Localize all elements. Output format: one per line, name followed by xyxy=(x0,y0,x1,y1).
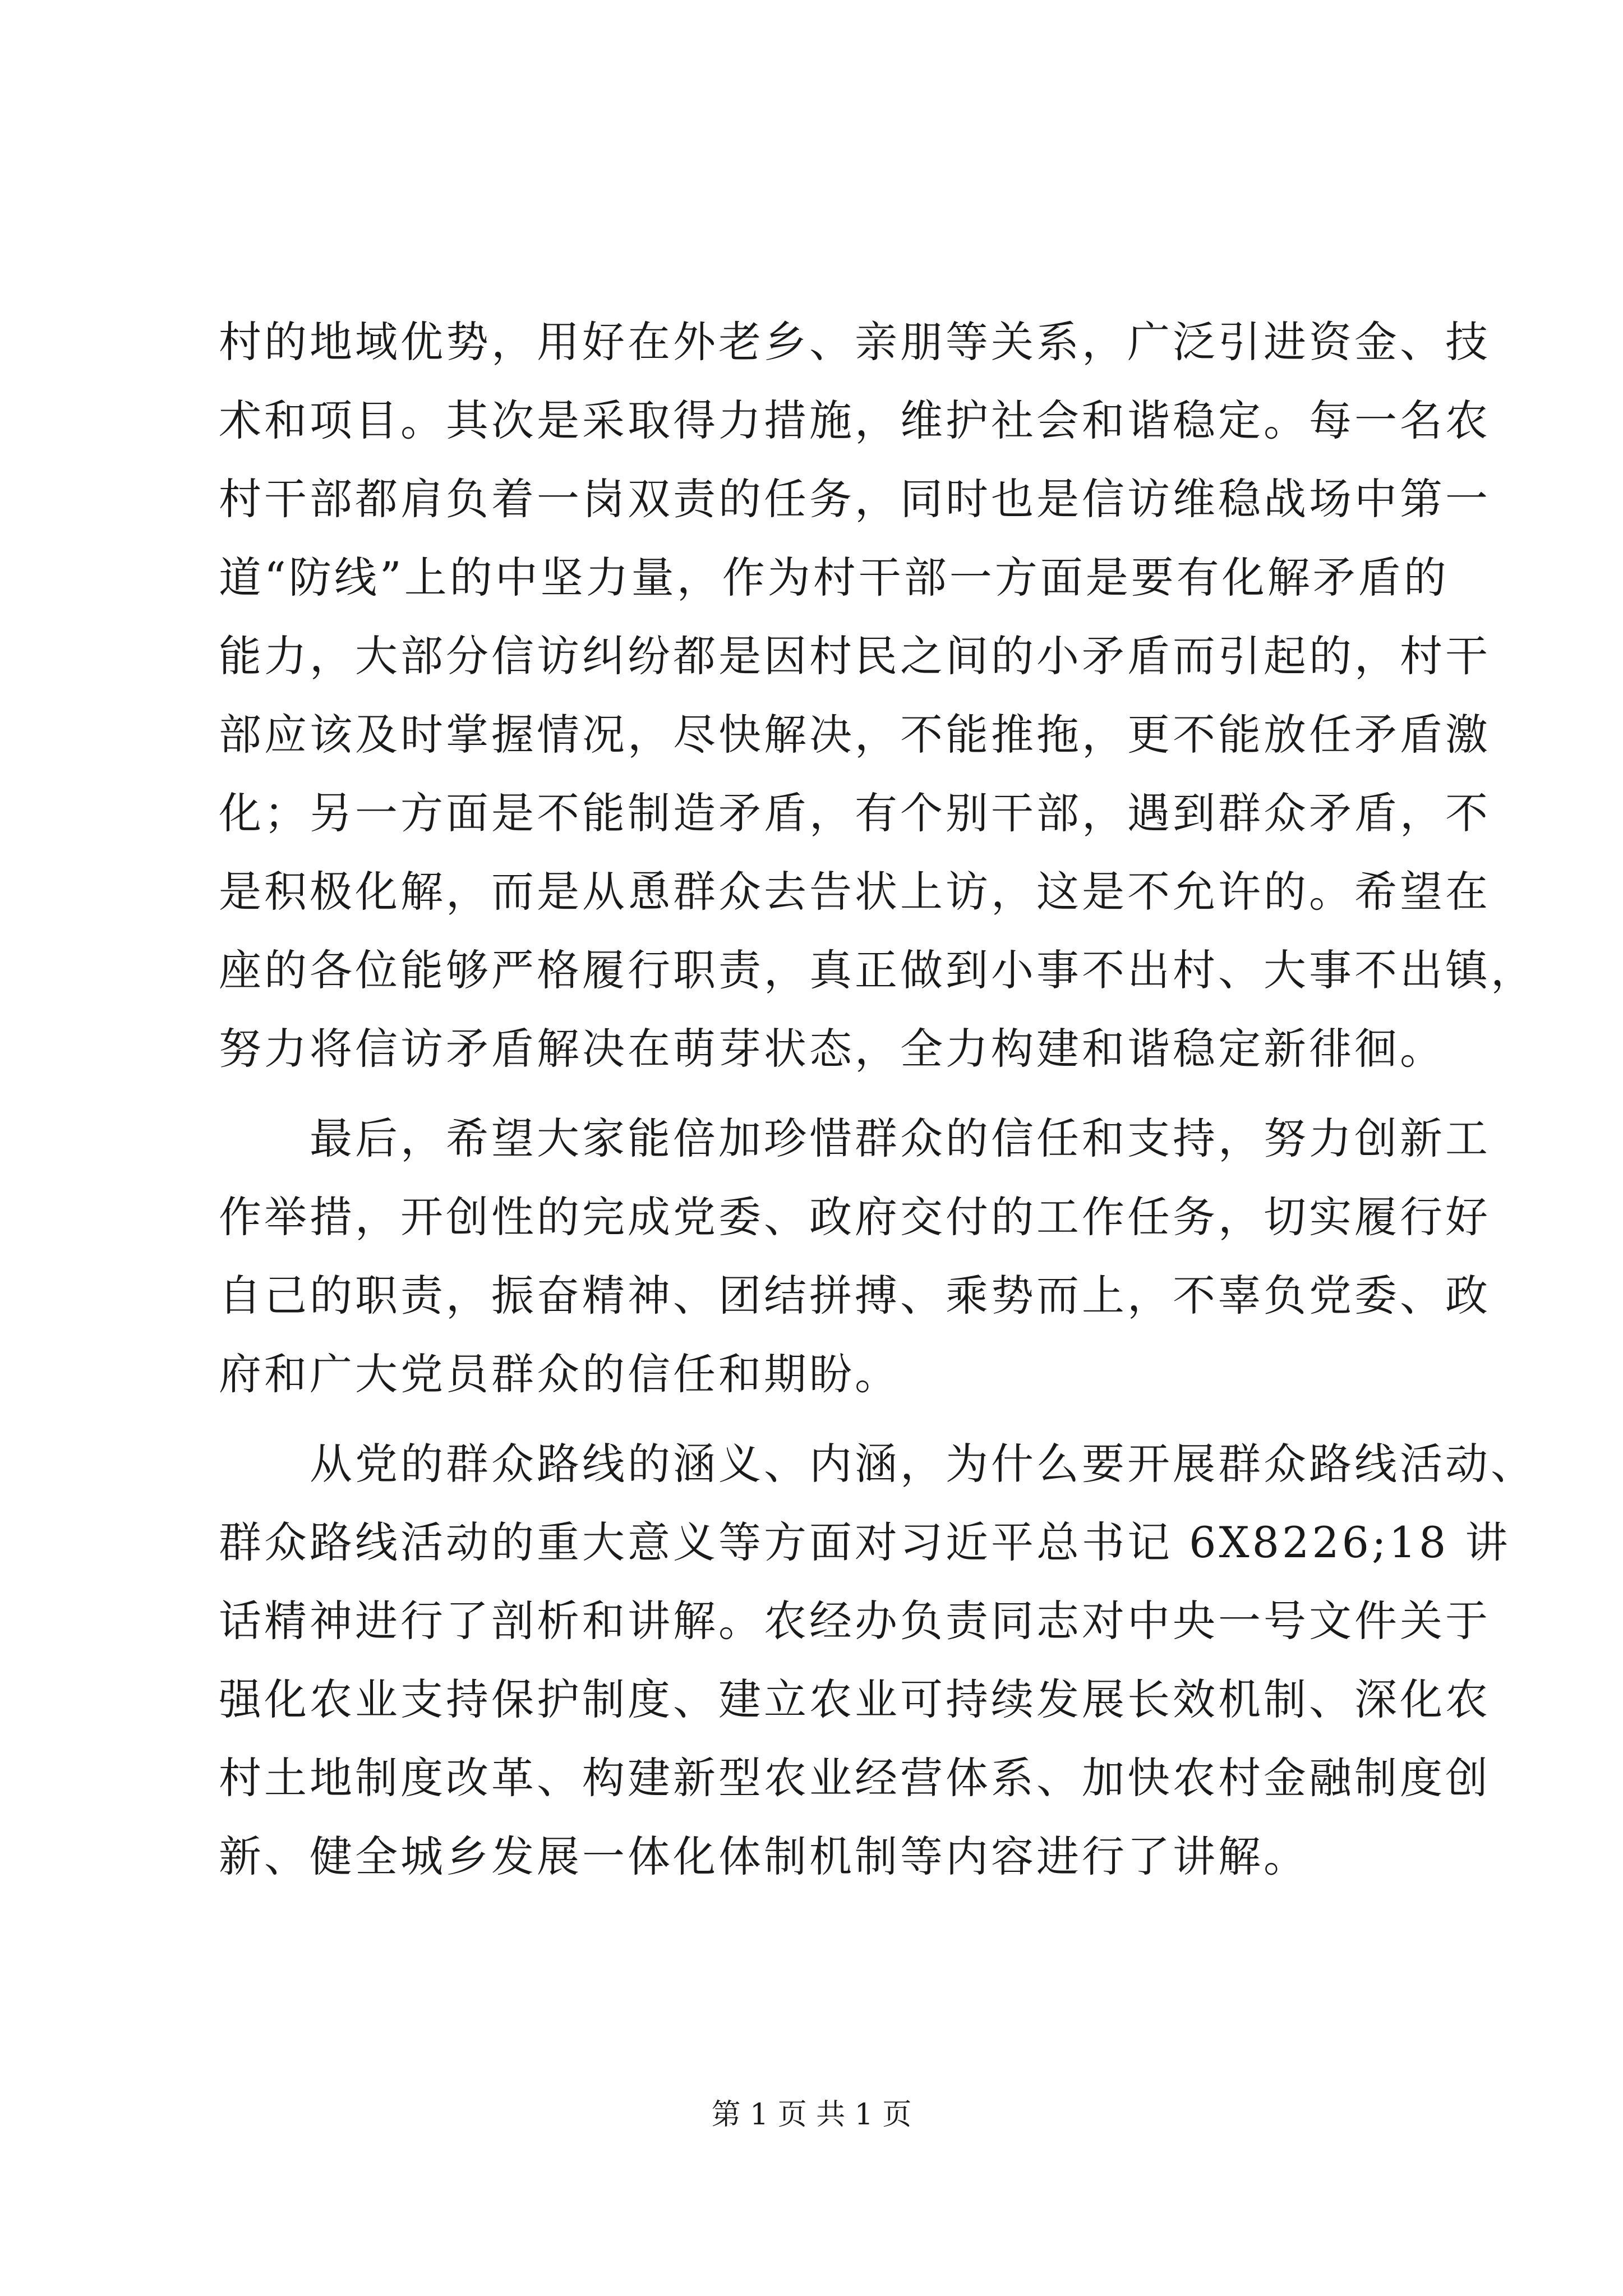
paragraph-1-line-3: 村干部都肩负着一岗双责的任务，同时也是信访维稳战场中第一 xyxy=(219,474,1491,524)
paragraph-2-line-1: 最后，希望大家能倍加珍惜群众的信任和支持，努力创新工 xyxy=(219,1114,1491,1163)
paragraph-3-line-2: 群众路线活动的重大意义等方面对习近平总书记 6X8226;18 讲 xyxy=(219,1517,1511,1567)
paragraph-2-line-2: 作举措，开创性的完成党委、政府交付的工作任务，切实履行好 xyxy=(219,1192,1491,1242)
paragraph-1-line-8: 是积极化解，而是从恿群众去告状上访，这是不允许的。希望在 xyxy=(219,867,1491,917)
paragraph-3-line-5: 村土地制度改革、构建新型农业经营体系、加快农村金融制度创 xyxy=(219,1753,1491,1803)
paragraph-1-line-10: 努力将信访矛盾解决在萌芽状态，全力构建和谐稳定新徘徊。 xyxy=(219,1024,1445,1074)
paragraph-3-line-3: 话精神进行了剖析和讲解。农经办负责同志对中央一号文件关于 xyxy=(219,1596,1491,1646)
paragraph-2-line-4: 府和广大党员群众的信任和期盼。 xyxy=(219,1349,900,1399)
paragraph-1-line-7: 化；另一方面是不能制造矛盾，有个别干部，遇到群众矛盾，不 xyxy=(219,788,1491,838)
paragraph-3-line-4: 强化农业支持保护制度、建立农业可持续发展长效机制、深化农 xyxy=(219,1674,1491,1724)
paragraph-1-line-4: 道“防线”上的中坚力量，作为村干部一方面是要有化解矛盾的 xyxy=(219,553,1449,602)
paragraph-2-line-3: 自己的职责，振奋精神、团结拼搏、乘势而上，不辜负党委、政 xyxy=(219,1271,1491,1320)
page-number-footer: 第 1 页 共 1 页 xyxy=(711,2098,912,2132)
paragraph-1-line-1: 村的地域优势，用好在外老乡、亲朋等关系，广泛引进资金、技 xyxy=(219,317,1491,367)
paragraph-1-line-2: 术和项目。其次是采取得力措施，维护社会和谐稳定。每一名农 xyxy=(219,395,1491,445)
paragraph-3-line-1: 从党的群众路线的涵义、内涵，为什么要开展群众路线活动、 xyxy=(219,1439,1536,1489)
paragraph-1-line-9: 座的各位能够严格履行职责，真正做到小事不出村、大事不出镇， xyxy=(219,945,1536,995)
paragraph-1-line-5: 能力，大部分信访纠纷都是因村民之间的小矛盾而引起的，村干 xyxy=(219,631,1491,681)
paragraph-1-line-6: 部应该及时掌握情况，尽快解决，不能推拖，更不能放任矛盾激 xyxy=(219,710,1491,760)
paragraph-3-line-6: 新、健全城乡发展一体化体制机制等内容进行了讲解。 xyxy=(219,1832,1309,1881)
